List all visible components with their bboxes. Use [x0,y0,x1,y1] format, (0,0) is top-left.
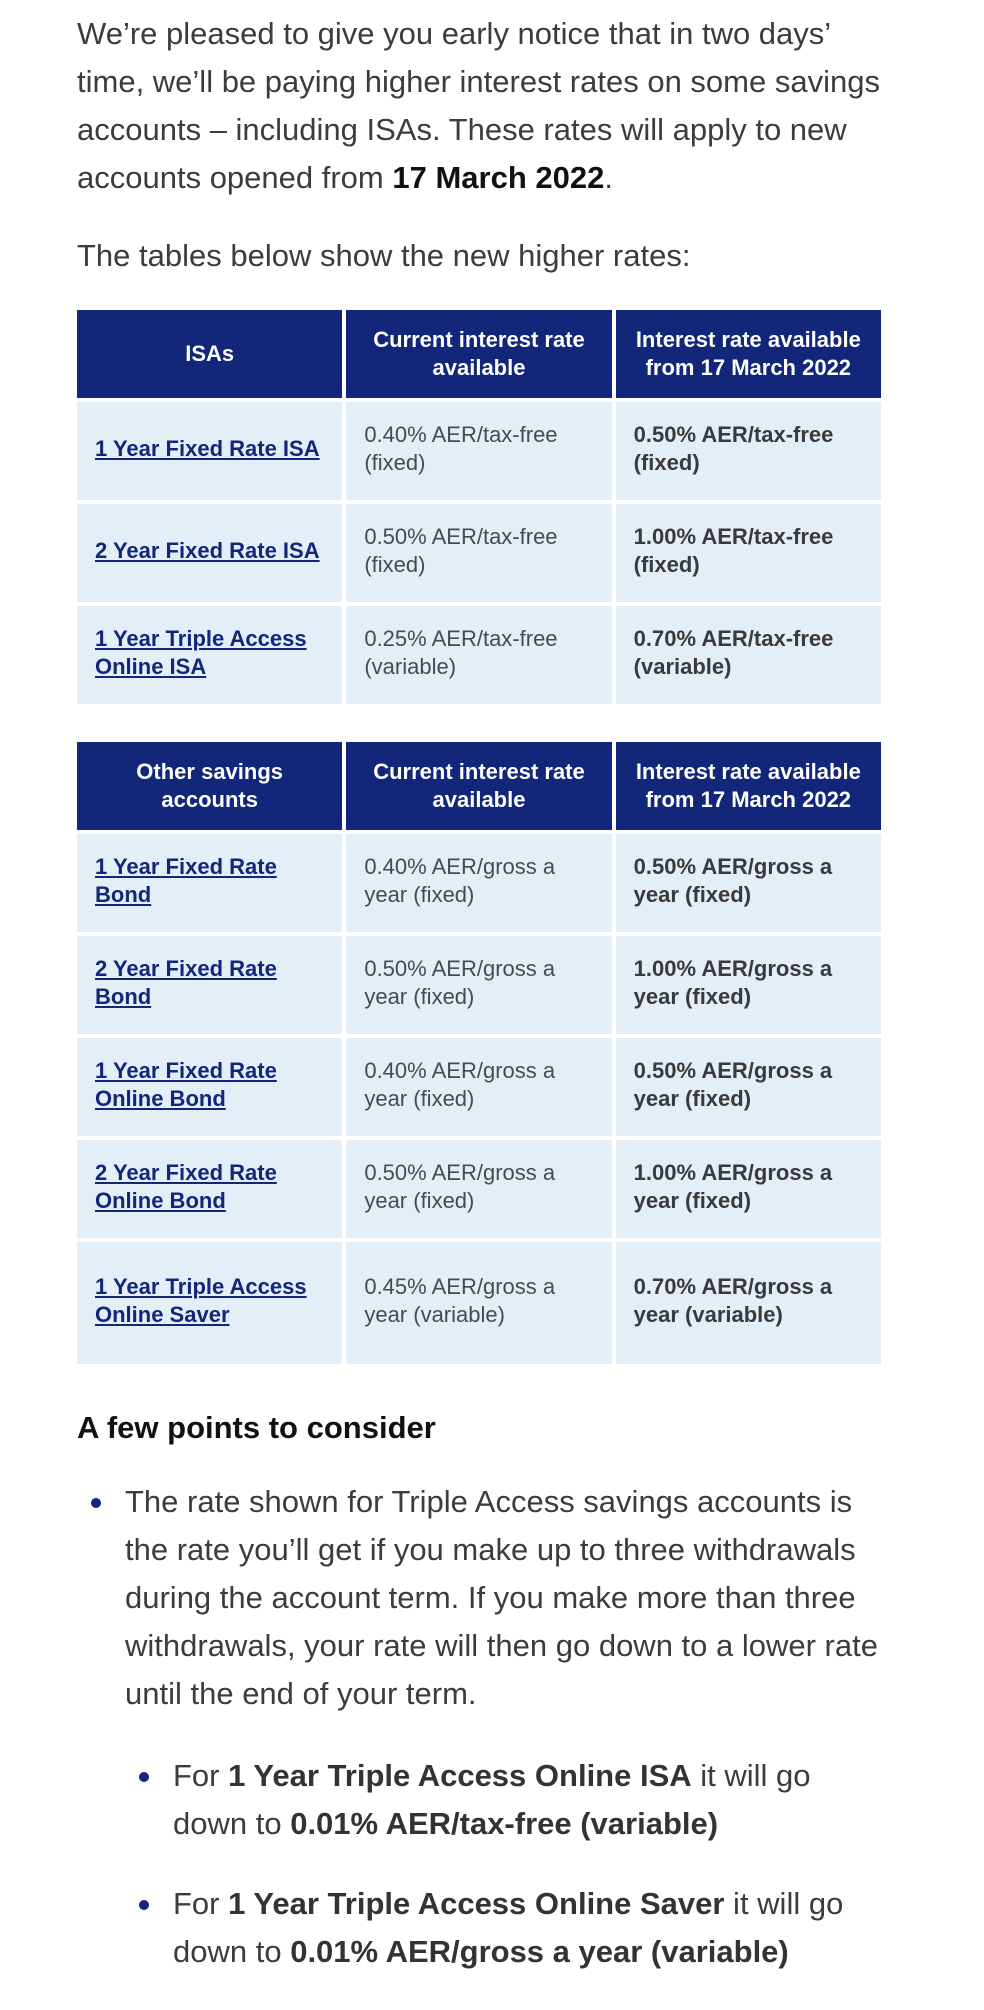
account-link[interactable]: 2 Year Fixed Rate Bond [95,956,277,1009]
new-rate-cell: 1.00% AER/gross a year (fixed) [616,936,881,1034]
sub-point-rate: 0.01% AER/tax-free (variable) [290,1806,719,1841]
table-header-row [77,310,881,398]
points-heading: A few points to consider [77,1410,436,1445]
sub-point-prefix: For [173,1886,229,1921]
new-rate-cell: 1.00% AER/gross a year (fixed) [616,1140,881,1238]
sub-point-product: 1 Year Triple Access Online Saver [228,1886,725,1921]
sub-point-rate: 0.01% AER/gross a year (variable) [290,1934,789,1969]
current-rate-cell: 0.50% AER/tax-free (fixed) [346,504,611,602]
table-row [77,1242,881,1364]
list-item [125,1880,885,1976]
table-row [77,402,881,500]
account-link[interactable]: 1 Year Triple Access Online Saver [95,1274,307,1327]
table-row [77,606,881,704]
list-item [125,1752,885,1848]
account-link[interactable]: 2 Year Fixed Rate ISA [95,538,320,563]
savings-rates-table [73,738,885,1368]
intro-date: 17 March 2022 [392,160,605,195]
table-row [77,504,881,602]
column-header-new-rate: Interest rate available from 17 March 2022 [616,310,881,398]
account-link[interactable]: 1 Year Fixed Rate Online Bond [95,1058,277,1111]
new-rate-cell: 0.50% AER/gross a year (fixed) [616,1038,881,1136]
account-name-cell [77,936,342,1034]
account-name-cell [77,402,342,500]
bullet-icon [139,1900,149,1910]
account-name-cell [77,504,342,602]
tables-intro: The tables below show the new higher rates: [77,238,691,273]
account-name-cell [77,834,342,932]
current-rate-cell: 0.50% AER/gross a year (fixed) [346,936,611,1034]
bullet-icon [91,1498,101,1508]
new-rate-cell: 0.70% AER/gross a year (variable) [616,1242,881,1364]
account-name-cell [77,1038,342,1136]
points-list [77,1478,885,1976]
current-rate-cell: 0.50% AER/gross a year (fixed) [346,1140,611,1238]
account-name-cell [77,1242,342,1364]
table-header-row [77,742,881,830]
account-link[interactable]: 1 Year Fixed Rate Bond [95,854,277,907]
intro-text: We’re pleased to give you early notice that in two days’ time, we’ll be paying higher interest rates on some savings accounts – including ISAs. These rates will apply to new accounts opened from [77,16,880,195]
table-row [77,1038,881,1136]
table-row [77,936,881,1034]
current-rate-cell: 0.45% AER/gross a year (variable) [346,1242,611,1364]
new-rate-cell: 0.50% AER/gross a year (fixed) [616,834,881,932]
column-header-account: ISAs [77,310,342,398]
new-rate-cell: 0.70% AER/tax-free (variable) [616,606,881,704]
isa-rates-table [73,306,885,708]
column-header-new-rate: Interest rate available from 17 March 2022 [616,742,881,830]
account-name-cell [77,606,342,704]
column-header-account: Other savings accounts [77,742,342,830]
new-rate-cell: 1.00% AER/tax-free (fixed) [616,504,881,602]
sub-point-prefix: For [173,1758,229,1793]
table-row [77,834,881,932]
account-link[interactable]: 2 Year Fixed Rate Online Bond [95,1160,277,1213]
table-row [77,1140,881,1238]
account-link[interactable]: 1 Year Triple Access Online ISA [95,626,307,679]
column-header-current-rate: Current interest rate available [346,742,611,830]
sub-point-middle: it will go down to [173,1758,811,1841]
column-header-current-rate: Current interest rate available [346,310,611,398]
sub-point-product: 1 Year Triple Access Online ISA [228,1758,692,1793]
bullet-icon [139,1772,149,1782]
current-rate-cell: 0.40% AER/tax-free (fixed) [346,402,611,500]
new-rate-cell: 0.50% AER/tax-free (fixed) [616,402,881,500]
sub-point-middle: it will go down to [173,1886,844,1969]
point-text: The rate shown for Triple Access savings accounts is the rate you’ll get if you make up to three withdrawals during the account term. If you make more than three withdrawals, your rate will then go down to a lower rate until the end of your term. [125,1484,878,1711]
intro-paragraph [77,10,885,202]
sub-points-list [125,1752,885,1976]
account-link[interactable]: 1 Year Fixed Rate ISA [95,436,320,461]
list-item [77,1478,885,1976]
current-rate-cell: 0.25% AER/tax-free (variable) [346,606,611,704]
intro-period: . [604,160,613,195]
email-content [77,0,885,2008]
current-rate-cell: 0.40% AER/gross a year (fixed) [346,1038,611,1136]
current-rate-cell: 0.40% AER/gross a year (fixed) [346,834,611,932]
account-name-cell [77,1140,342,1238]
